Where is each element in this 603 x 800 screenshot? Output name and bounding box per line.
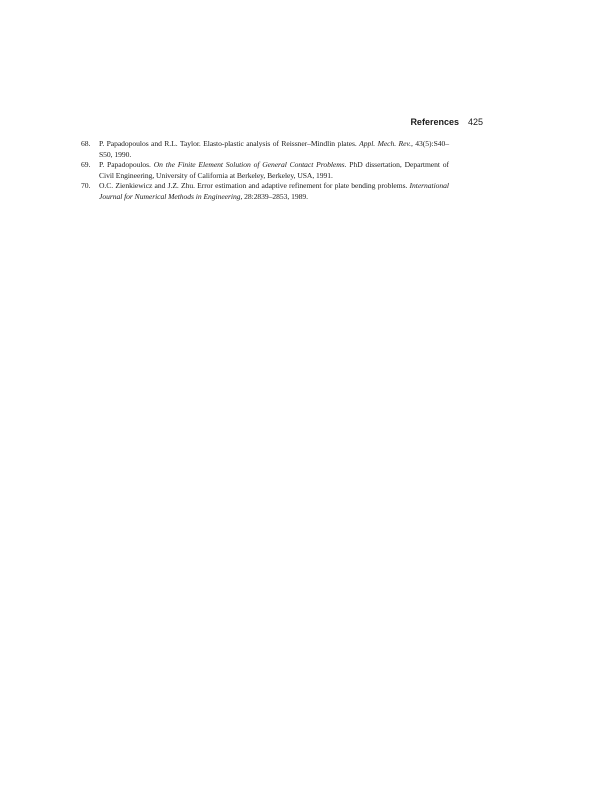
reference-authors: P. Papadopoulos and R.L. Taylor. bbox=[99, 139, 201, 148]
reference-list bbox=[81, 139, 449, 203]
reference-details: , 43(5):S40–S50, 1990. bbox=[99, 139, 449, 159]
reference-authors: P. Papadopoulos. bbox=[99, 160, 151, 170]
reference-number: 68. bbox=[81, 139, 91, 148]
running-head bbox=[380, 116, 483, 128]
reference-number: 70. bbox=[81, 181, 91, 191]
reference-item-68 bbox=[81, 139, 449, 160]
reference-title: Error estimation and adaptive refinement for plate bending problems. bbox=[197, 181, 408, 191]
reference-title: On the Finite Element Solution of General Contact Problems bbox=[153, 160, 345, 170]
reference-authors: O.C. Zienkiewicz and J.Z. Zhu. bbox=[99, 181, 195, 191]
reference-item-69 bbox=[81, 160, 449, 181]
reference-number: 69. bbox=[81, 160, 91, 170]
reference-details: , 28:2839–2853, 1989. bbox=[240, 191, 308, 201]
reference-venue: International Journal for Numerical Methods in Engineering bbox=[99, 181, 449, 201]
page-number: 425 bbox=[467, 117, 483, 127]
reference-details: . PhD dissertation, Department of Civil Engineering, University of California at Berkeley, Berkeley, USA, 1991. bbox=[99, 160, 449, 180]
reference-item-70 bbox=[81, 181, 449, 202]
reference-venue: Appl. Mech. Rev. bbox=[359, 139, 412, 148]
reference-title: Elasto-plastic analysis of Reissner–Mindlin plates. bbox=[203, 139, 357, 148]
running-head-title: References bbox=[410, 117, 459, 127]
